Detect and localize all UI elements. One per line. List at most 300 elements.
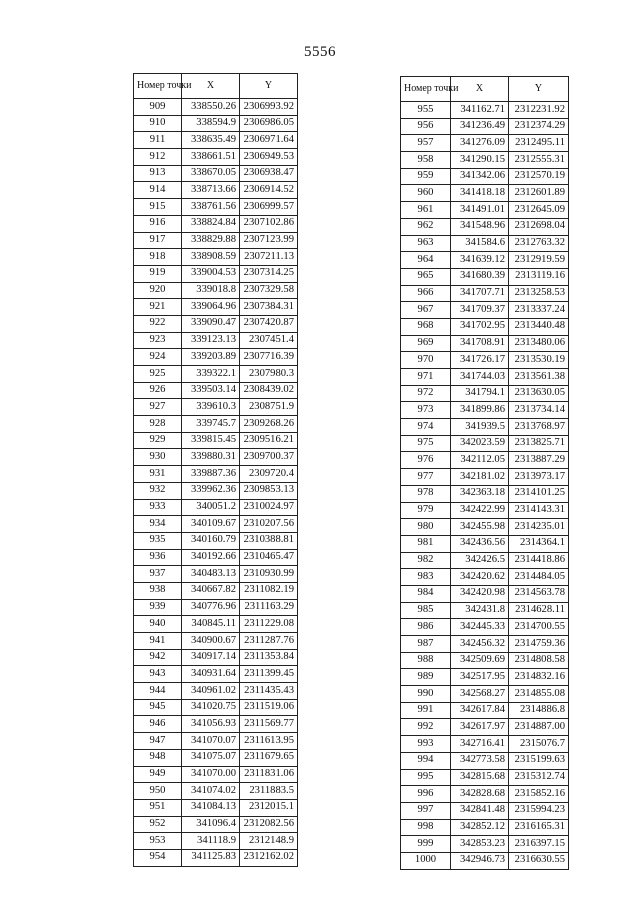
y-coordinate-cell: 2313258.53 bbox=[509, 285, 569, 302]
x-coordinate-cell: 338713.66 bbox=[182, 182, 240, 199]
y-coordinate-cell: 2313561.38 bbox=[509, 369, 569, 386]
point-number-cell: 978 bbox=[401, 485, 451, 502]
table-row bbox=[134, 633, 298, 650]
table-row bbox=[401, 435, 569, 452]
x-coordinate-cell: 342617.97 bbox=[451, 719, 509, 736]
table-row bbox=[401, 202, 569, 219]
table-row bbox=[134, 115, 298, 132]
x-coordinate-cell: 338824.84 bbox=[182, 215, 240, 232]
point-number-cell: 937 bbox=[134, 566, 182, 583]
y-coordinate-cell: 2306971.64 bbox=[240, 132, 298, 149]
y-coordinate-cell: 2311613.95 bbox=[240, 733, 298, 750]
x-coordinate-cell: 338908.59 bbox=[182, 249, 240, 266]
coordinates-table-right bbox=[400, 76, 569, 870]
table-row bbox=[134, 516, 298, 533]
point-number-cell: 947 bbox=[134, 733, 182, 750]
y-coordinate-cell: 2312231.92 bbox=[509, 102, 569, 119]
x-coordinate-cell: 341584.6 bbox=[451, 235, 509, 252]
x-coordinate-cell: 339745.7 bbox=[182, 416, 240, 433]
point-number-cell: 976 bbox=[401, 452, 451, 469]
point-number-cell: 990 bbox=[401, 686, 451, 703]
point-number-cell: 962 bbox=[401, 218, 451, 235]
x-coordinate-cell: 341707.71 bbox=[451, 285, 509, 302]
table-row bbox=[134, 833, 298, 850]
point-number-cell: 992 bbox=[401, 719, 451, 736]
table-row bbox=[401, 302, 569, 319]
x-coordinate-cell: 342852.12 bbox=[451, 819, 509, 836]
table-row bbox=[401, 819, 569, 836]
table-row bbox=[401, 218, 569, 235]
table-row bbox=[401, 268, 569, 285]
y-coordinate-cell: 2314101.25 bbox=[509, 485, 569, 502]
table-row bbox=[401, 852, 569, 869]
point-number-cell: 951 bbox=[134, 799, 182, 816]
x-coordinate-cell: 341702.95 bbox=[451, 318, 509, 335]
table-row bbox=[401, 652, 569, 669]
table-row bbox=[134, 382, 298, 399]
table-row bbox=[401, 235, 569, 252]
point-number-cell: 960 bbox=[401, 185, 451, 202]
table-row bbox=[134, 432, 298, 449]
table-row bbox=[401, 636, 569, 653]
x-coordinate-cell: 341726.17 bbox=[451, 352, 509, 369]
table-row bbox=[401, 185, 569, 202]
point-number-cell: 938 bbox=[134, 582, 182, 599]
x-coordinate-cell: 339880.31 bbox=[182, 449, 240, 466]
y-coordinate-cell: 2311569.77 bbox=[240, 716, 298, 733]
point-number-cell: 929 bbox=[134, 432, 182, 449]
y-coordinate-cell: 2314563.78 bbox=[509, 585, 569, 602]
y-coordinate-cell: 2312698.04 bbox=[509, 218, 569, 235]
x-coordinate-cell: 338661.51 bbox=[182, 149, 240, 166]
point-number-cell: 986 bbox=[401, 619, 451, 636]
table-row bbox=[401, 369, 569, 386]
y-coordinate-cell: 2310207.56 bbox=[240, 516, 298, 533]
point-number-cell: 954 bbox=[134, 849, 182, 866]
y-coordinate-cell: 2314235.01 bbox=[509, 519, 569, 536]
point-number-cell: 985 bbox=[401, 602, 451, 619]
point-number-cell: 935 bbox=[134, 532, 182, 549]
x-coordinate-cell: 339815.45 bbox=[182, 432, 240, 449]
table-row bbox=[134, 282, 298, 299]
y-coordinate-cell: 2307329.58 bbox=[240, 282, 298, 299]
x-coordinate-cell: 339610.3 bbox=[182, 399, 240, 416]
y-coordinate-cell: 2311082.19 bbox=[240, 582, 298, 599]
table-row bbox=[134, 816, 298, 833]
point-number-cell: 953 bbox=[134, 833, 182, 850]
x-coordinate-cell: 338635.49 bbox=[182, 132, 240, 149]
x-coordinate-cell: 339203.89 bbox=[182, 349, 240, 366]
y-coordinate-cell: 2316630.55 bbox=[509, 852, 569, 869]
y-coordinate-cell: 2306938.47 bbox=[240, 165, 298, 182]
table-row bbox=[134, 399, 298, 416]
table-row bbox=[134, 199, 298, 216]
x-coordinate-cell: 339123.13 bbox=[182, 332, 240, 349]
y-coordinate-cell: 2315199.63 bbox=[509, 752, 569, 769]
y-coordinate-cell: 2311163.29 bbox=[240, 599, 298, 616]
table-row bbox=[134, 849, 298, 866]
x-coordinate-cell: 342455.98 bbox=[451, 519, 509, 536]
x-coordinate-cell: 341418.18 bbox=[451, 185, 509, 202]
y-coordinate-cell: 2311883.5 bbox=[240, 783, 298, 800]
x-coordinate-cell: 340917.14 bbox=[182, 649, 240, 666]
y-coordinate-cell: 2313337.24 bbox=[509, 302, 569, 319]
point-number-cell: 942 bbox=[134, 649, 182, 666]
coordinates-table-left bbox=[133, 73, 298, 867]
header-row bbox=[401, 77, 569, 102]
table-row bbox=[401, 686, 569, 703]
y-coordinate-cell: 2314364.1 bbox=[509, 535, 569, 552]
table-row bbox=[401, 285, 569, 302]
x-coordinate-cell: 341118.9 bbox=[182, 833, 240, 850]
x-coordinate-cell: 342023.59 bbox=[451, 435, 509, 452]
y-coordinate-cell: 2314887.00 bbox=[509, 719, 569, 736]
point-number-cell: 984 bbox=[401, 585, 451, 602]
x-coordinate-cell: 342815.68 bbox=[451, 769, 509, 786]
x-coordinate-cell: 342716.41 bbox=[451, 736, 509, 753]
x-coordinate-cell: 342509.69 bbox=[451, 652, 509, 669]
point-number-cell: 912 bbox=[134, 149, 182, 166]
y-coordinate-cell: 2313119.16 bbox=[509, 268, 569, 285]
point-number-cell: 941 bbox=[134, 633, 182, 650]
y-coordinate-cell: 2316397.15 bbox=[509, 836, 569, 853]
x-coordinate-cell: 341491.01 bbox=[451, 202, 509, 219]
y-coordinate-cell: 2306949.53 bbox=[240, 149, 298, 166]
point-number-cell: 945 bbox=[134, 699, 182, 716]
y-coordinate-cell: 2310930.99 bbox=[240, 566, 298, 583]
table-row bbox=[134, 449, 298, 466]
table-row bbox=[401, 552, 569, 569]
y-coordinate-cell: 2312763.32 bbox=[509, 235, 569, 252]
y-coordinate-cell: 2316165.31 bbox=[509, 819, 569, 836]
header-y: Y bbox=[240, 74, 298, 99]
point-number-cell: 974 bbox=[401, 419, 451, 436]
point-number-cell: 997 bbox=[401, 802, 451, 819]
y-coordinate-cell: 2307451.4 bbox=[240, 332, 298, 349]
x-coordinate-cell: 341074.02 bbox=[182, 783, 240, 800]
y-coordinate-cell: 2314855.08 bbox=[509, 686, 569, 703]
point-number-cell: 931 bbox=[134, 466, 182, 483]
table-row bbox=[134, 666, 298, 683]
y-coordinate-cell: 2309700.37 bbox=[240, 449, 298, 466]
point-number-cell: 944 bbox=[134, 683, 182, 700]
x-coordinate-cell: 342426.5 bbox=[451, 552, 509, 569]
y-coordinate-cell: 2312015.1 bbox=[240, 799, 298, 816]
x-coordinate-cell: 339018.8 bbox=[182, 282, 240, 299]
point-number-cell: 973 bbox=[401, 402, 451, 419]
point-number-cell: 1000 bbox=[401, 852, 451, 869]
header-row bbox=[134, 74, 298, 99]
y-coordinate-cell: 2313480.06 bbox=[509, 335, 569, 352]
table-row bbox=[134, 733, 298, 750]
point-number-cell: 924 bbox=[134, 349, 182, 366]
table-row bbox=[401, 352, 569, 369]
table-row bbox=[401, 585, 569, 602]
x-coordinate-cell: 340160.79 bbox=[182, 532, 240, 549]
x-coordinate-cell: 342112.05 bbox=[451, 452, 509, 469]
table-row bbox=[401, 452, 569, 469]
point-number-cell: 913 bbox=[134, 165, 182, 182]
table-row bbox=[401, 402, 569, 419]
x-coordinate-cell: 340667.82 bbox=[182, 582, 240, 599]
x-coordinate-cell: 339962.36 bbox=[182, 482, 240, 499]
point-number-cell: 988 bbox=[401, 652, 451, 669]
table-row bbox=[401, 519, 569, 536]
table-row bbox=[401, 602, 569, 619]
x-coordinate-cell: 339090.47 bbox=[182, 315, 240, 332]
y-coordinate-cell: 2306993.92 bbox=[240, 99, 298, 116]
x-coordinate-cell: 342946.73 bbox=[451, 852, 509, 869]
y-coordinate-cell: 2310388.81 bbox=[240, 532, 298, 549]
x-coordinate-cell: 341939.5 bbox=[451, 419, 509, 436]
table-row bbox=[134, 616, 298, 633]
table-row bbox=[134, 499, 298, 516]
point-number-cell: 934 bbox=[134, 516, 182, 533]
x-coordinate-cell: 342436.56 bbox=[451, 535, 509, 552]
table-row bbox=[134, 265, 298, 282]
y-coordinate-cell: 2314886.8 bbox=[509, 702, 569, 719]
y-coordinate-cell: 2306914.52 bbox=[240, 182, 298, 199]
table-row bbox=[134, 649, 298, 666]
y-coordinate-cell: 2313825.71 bbox=[509, 435, 569, 452]
y-coordinate-cell: 2311519.06 bbox=[240, 699, 298, 716]
table-row bbox=[401, 619, 569, 636]
y-coordinate-cell: 2315994.23 bbox=[509, 802, 569, 819]
y-coordinate-cell: 2312919.59 bbox=[509, 252, 569, 269]
point-number-cell: 933 bbox=[134, 499, 182, 516]
point-number-cell: 989 bbox=[401, 669, 451, 686]
point-number-cell: 971 bbox=[401, 369, 451, 386]
table-row bbox=[401, 469, 569, 486]
table-row bbox=[134, 182, 298, 199]
x-coordinate-cell: 342420.98 bbox=[451, 585, 509, 602]
point-number-cell: 975 bbox=[401, 435, 451, 452]
table-row bbox=[134, 215, 298, 232]
y-coordinate-cell: 2312555.31 bbox=[509, 152, 569, 169]
table-row bbox=[134, 766, 298, 783]
x-coordinate-cell: 339503.14 bbox=[182, 382, 240, 399]
x-coordinate-cell: 338829.88 bbox=[182, 232, 240, 249]
y-coordinate-cell: 2311353.84 bbox=[240, 649, 298, 666]
table-row bbox=[401, 502, 569, 519]
y-coordinate-cell: 2307384.31 bbox=[240, 299, 298, 316]
x-coordinate-cell: 341708.91 bbox=[451, 335, 509, 352]
y-coordinate-cell: 2309853.13 bbox=[240, 482, 298, 499]
x-coordinate-cell: 338670.05 bbox=[182, 165, 240, 182]
point-number-cell: 946 bbox=[134, 716, 182, 733]
page-number: 5556 bbox=[304, 44, 336, 60]
y-coordinate-cell: 2308751.9 bbox=[240, 399, 298, 416]
header-point-number: Номер точки bbox=[134, 74, 182, 99]
x-coordinate-cell: 342841.48 bbox=[451, 802, 509, 819]
table-row bbox=[134, 366, 298, 383]
table-row bbox=[134, 716, 298, 733]
table-row bbox=[134, 532, 298, 549]
x-coordinate-cell: 342568.27 bbox=[451, 686, 509, 703]
x-coordinate-cell: 340961.02 bbox=[182, 683, 240, 700]
table-row bbox=[134, 232, 298, 249]
y-coordinate-cell: 2307980.3 bbox=[240, 366, 298, 383]
x-coordinate-cell: 342617.84 bbox=[451, 702, 509, 719]
y-coordinate-cell: 2313440.48 bbox=[509, 318, 569, 335]
x-coordinate-cell: 341236.49 bbox=[451, 118, 509, 135]
table-row bbox=[401, 802, 569, 819]
point-number-cell: 965 bbox=[401, 268, 451, 285]
y-coordinate-cell: 2308439.02 bbox=[240, 382, 298, 399]
x-coordinate-cell: 339887.36 bbox=[182, 466, 240, 483]
y-coordinate-cell: 2312570.19 bbox=[509, 168, 569, 185]
table-row bbox=[134, 466, 298, 483]
y-coordinate-cell: 2314832.16 bbox=[509, 669, 569, 686]
y-coordinate-cell: 2312645.09 bbox=[509, 202, 569, 219]
x-coordinate-cell: 338594.9 bbox=[182, 115, 240, 132]
point-number-cell: 967 bbox=[401, 302, 451, 319]
x-coordinate-cell: 341075.07 bbox=[182, 749, 240, 766]
table-row bbox=[401, 535, 569, 552]
y-coordinate-cell: 2312374.29 bbox=[509, 118, 569, 135]
y-coordinate-cell: 2306986.05 bbox=[240, 115, 298, 132]
table-row bbox=[401, 335, 569, 352]
y-coordinate-cell: 2312601.89 bbox=[509, 185, 569, 202]
x-coordinate-cell: 339322.1 bbox=[182, 366, 240, 383]
y-coordinate-cell: 2314628.11 bbox=[509, 602, 569, 619]
x-coordinate-cell: 342431.8 bbox=[451, 602, 509, 619]
table-row bbox=[134, 249, 298, 266]
y-coordinate-cell: 2313768.97 bbox=[509, 419, 569, 436]
table-row bbox=[134, 349, 298, 366]
table-row bbox=[134, 566, 298, 583]
point-number-cell: 928 bbox=[134, 416, 182, 433]
table-row bbox=[401, 135, 569, 152]
y-coordinate-cell: 2314143.31 bbox=[509, 502, 569, 519]
y-coordinate-cell: 2312495.11 bbox=[509, 135, 569, 152]
y-coordinate-cell: 2314484.05 bbox=[509, 569, 569, 586]
point-number-cell: 920 bbox=[134, 282, 182, 299]
point-number-cell: 994 bbox=[401, 752, 451, 769]
table-row bbox=[134, 549, 298, 566]
y-coordinate-cell: 2312162.02 bbox=[240, 849, 298, 866]
x-coordinate-cell: 341744.03 bbox=[451, 369, 509, 386]
point-number-cell: 910 bbox=[134, 115, 182, 132]
table-row bbox=[134, 582, 298, 599]
table-row bbox=[134, 332, 298, 349]
point-number-cell: 969 bbox=[401, 335, 451, 352]
point-number-cell: 961 bbox=[401, 202, 451, 219]
point-number-cell: 987 bbox=[401, 636, 451, 653]
x-coordinate-cell: 342828.68 bbox=[451, 786, 509, 803]
x-coordinate-cell: 341070.00 bbox=[182, 766, 240, 783]
point-number-cell: 932 bbox=[134, 482, 182, 499]
table-row bbox=[134, 132, 298, 149]
y-coordinate-cell: 2315312.74 bbox=[509, 769, 569, 786]
point-number-cell: 914 bbox=[134, 182, 182, 199]
x-coordinate-cell: 341084.13 bbox=[182, 799, 240, 816]
point-number-cell: 998 bbox=[401, 819, 451, 836]
table-row bbox=[401, 318, 569, 335]
point-number-cell: 996 bbox=[401, 786, 451, 803]
y-coordinate-cell: 2311831.06 bbox=[240, 766, 298, 783]
y-coordinate-cell: 2312082.56 bbox=[240, 816, 298, 833]
table-row bbox=[134, 699, 298, 716]
x-coordinate-cell: 342456.32 bbox=[451, 636, 509, 653]
table-row bbox=[134, 299, 298, 316]
x-coordinate-cell: 341096.4 bbox=[182, 816, 240, 833]
point-number-cell: 956 bbox=[401, 118, 451, 135]
point-number-cell: 980 bbox=[401, 519, 451, 536]
y-coordinate-cell: 2313734.14 bbox=[509, 402, 569, 419]
point-number-cell: 993 bbox=[401, 736, 451, 753]
y-coordinate-cell: 2309516.21 bbox=[240, 432, 298, 449]
x-coordinate-cell: 340051.2 bbox=[182, 499, 240, 516]
table-row bbox=[401, 485, 569, 502]
point-number-cell: 918 bbox=[134, 249, 182, 266]
x-coordinate-cell: 342181.02 bbox=[451, 469, 509, 486]
point-number-cell: 952 bbox=[134, 816, 182, 833]
table-row bbox=[401, 736, 569, 753]
point-number-cell: 966 bbox=[401, 285, 451, 302]
point-number-cell: 927 bbox=[134, 399, 182, 416]
y-coordinate-cell: 2314418.86 bbox=[509, 552, 569, 569]
x-coordinate-cell: 341162.71 bbox=[451, 102, 509, 119]
point-number-cell: 963 bbox=[401, 235, 451, 252]
y-coordinate-cell: 2313530.19 bbox=[509, 352, 569, 369]
x-coordinate-cell: 340900.67 bbox=[182, 633, 240, 650]
point-number-cell: 999 bbox=[401, 836, 451, 853]
point-number-cell: 909 bbox=[134, 99, 182, 116]
y-coordinate-cell: 2311435.43 bbox=[240, 683, 298, 700]
x-coordinate-cell: 340845.11 bbox=[182, 616, 240, 633]
point-number-cell: 925 bbox=[134, 366, 182, 383]
y-coordinate-cell: 2310465.47 bbox=[240, 549, 298, 566]
point-number-cell: 968 bbox=[401, 318, 451, 335]
y-coordinate-cell: 2311229.08 bbox=[240, 616, 298, 633]
point-number-cell: 922 bbox=[134, 315, 182, 332]
x-coordinate-cell: 342517.95 bbox=[451, 669, 509, 686]
point-number-cell: 915 bbox=[134, 199, 182, 216]
y-coordinate-cell: 2307716.39 bbox=[240, 349, 298, 366]
x-coordinate-cell: 341342.06 bbox=[451, 168, 509, 185]
x-coordinate-cell: 341070.07 bbox=[182, 733, 240, 750]
x-coordinate-cell: 341709.37 bbox=[451, 302, 509, 319]
x-coordinate-cell: 341125.83 bbox=[182, 849, 240, 866]
x-coordinate-cell: 342773.58 bbox=[451, 752, 509, 769]
point-number-cell: 982 bbox=[401, 552, 451, 569]
y-coordinate-cell: 2314700.55 bbox=[509, 619, 569, 636]
x-coordinate-cell: 339064.96 bbox=[182, 299, 240, 316]
point-number-cell: 972 bbox=[401, 385, 451, 402]
point-number-cell: 979 bbox=[401, 502, 451, 519]
table-row bbox=[134, 749, 298, 766]
x-coordinate-cell: 342853.23 bbox=[451, 836, 509, 853]
y-coordinate-cell: 2307314.25 bbox=[240, 265, 298, 282]
x-coordinate-cell: 340931.64 bbox=[182, 666, 240, 683]
y-coordinate-cell: 2315852.16 bbox=[509, 786, 569, 803]
point-number-cell: 936 bbox=[134, 549, 182, 566]
point-number-cell: 981 bbox=[401, 535, 451, 552]
table-row bbox=[401, 168, 569, 185]
y-coordinate-cell: 2313973.17 bbox=[509, 469, 569, 486]
table-row bbox=[401, 786, 569, 803]
table-row bbox=[401, 118, 569, 135]
x-coordinate-cell: 341548.96 bbox=[451, 218, 509, 235]
header-x: X bbox=[451, 77, 509, 102]
x-coordinate-cell: 338761.56 bbox=[182, 199, 240, 216]
point-number-cell: 959 bbox=[401, 168, 451, 185]
table-row bbox=[401, 669, 569, 686]
table-row bbox=[134, 799, 298, 816]
point-number-cell: 949 bbox=[134, 766, 182, 783]
x-coordinate-cell: 342363.18 bbox=[451, 485, 509, 502]
